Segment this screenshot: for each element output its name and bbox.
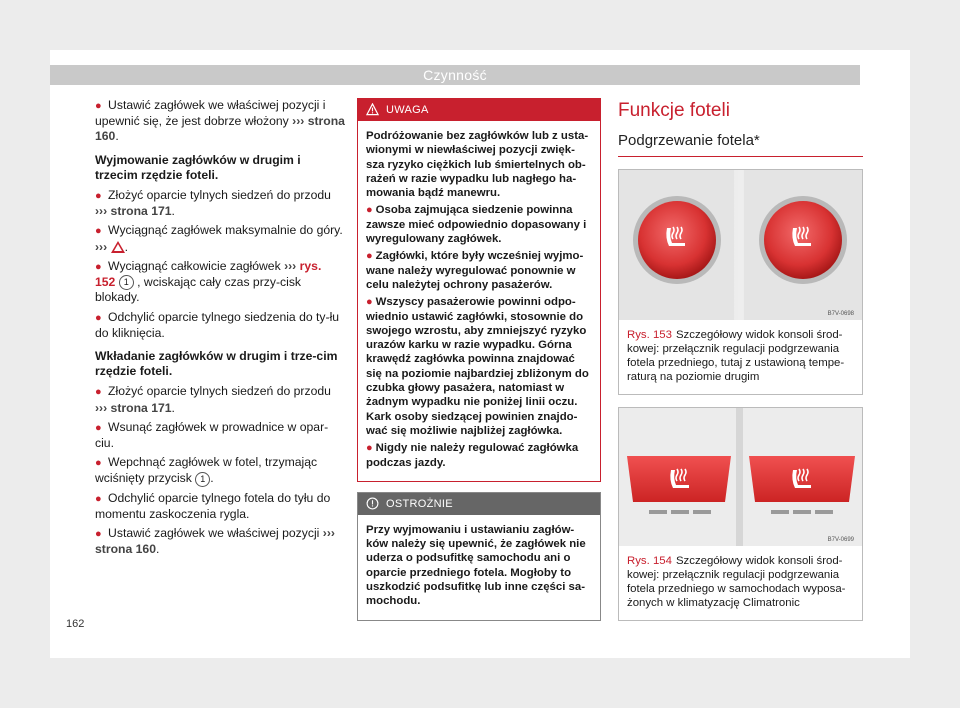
info-circle-icon (366, 497, 379, 510)
warning-triangle-icon (366, 103, 379, 116)
bullet-icon: ● (95, 190, 102, 203)
bullet-icon: ● (95, 492, 102, 505)
figure-code: B7V-0698 (827, 311, 854, 317)
warning-body: Podróżowanie bez zagłówków lub z usta-wionymi w niewłaściwej pozycji zwięk-sza ryzyko ciężkich lub śmiertelnych ob-rażeń w razie wypadku lub nagłego ha-mowania bądź manewru. ● Osoba zajmująca siedzenie powinna zawsze mieć odpowiednio dopasowany i wyregulowany zagłówek. ● Zagłówki, które były wcześniej wyjmo-wane należy wyregulować ponownie w celu należytej ochrony pasażerów. ● Wszyscy pasażerowie powinni odpo-wiednio ustawić zagłówki, stosownie do swojego wzrostu, aby zmniejszyć ryzyko urazów karku w razie wypadku. Górna krawędź zagłówka powinna znajdować się na poziomie najbardziej zbliżonym do czubka głowy pasażera, natomiast w żadnym wypadku nie poniżej linii oczu. Kark osoby siedzącej powinien znajdo-wać się możliwie najbliżej zagłówka. ● Nigdy nie należy regulować zagłówka podczas jazdy. (366, 130, 589, 469)
knob-illustration (619, 170, 862, 320)
step-item: ● Wyciągnąć zagłówek maksymalnie do góry. ››› . (95, 223, 343, 254)
bullet-icon: ● (95, 260, 102, 273)
figure-caption: Rys. 154 Szczegółowy widok konsoli środ-kowej: przełącznik regulacji podgrzewania fotela przedniego w samochodach wyposa-żonych w klimatyzację Climatronic (627, 555, 846, 609)
caution-box (357, 492, 601, 621)
figure-caption: Rys. 153 Szczegółowy widok konsoli środ-kowej: przełącznik regulacji podgrzewania fotela przedniego, tutaj z ustawioną tempe-raturą na poziomie drugim (627, 329, 845, 383)
warning-header: UWAGA (358, 99, 600, 121)
page-ref-link[interactable]: ››› strona 171 (95, 204, 172, 219)
step-item: ● Złożyć oparcie tylnych siedzeń do przodu ››› strona 171. (95, 384, 331, 415)
page-ref-link[interactable]: ››› strona 160 (95, 114, 345, 144)
bullet-icon: ● (95, 100, 102, 112)
button-illustration (619, 408, 862, 546)
heading-inserting: Wkładanie zagłówków w drugim i trze-cim rzędzie foteli. (95, 348, 338, 379)
bullet-icon: ● (366, 250, 373, 263)
bullet-icon: ● (95, 457, 102, 470)
warning-triangle-icon (111, 241, 125, 253)
step-item: ● Odchylić oparcie tylnego fotela do tyłu do momentu zaskoczenia rygla. (95, 490, 331, 521)
page-ref-link[interactable]: ››› strona 160 (95, 526, 335, 557)
figure-code: B7V-0699 (827, 537, 854, 543)
bullet-icon: ● (366, 204, 373, 217)
page-header: Czynność (50, 65, 860, 85)
heading-removing: Wyjmowanie zagłówków w drugim i trzecim rzędzie foteli. (95, 152, 301, 182)
step-item: ● Ustawić zagłówek we właściwej pozycji ››› strona 160. (95, 526, 335, 557)
figure-image-buttons (619, 408, 862, 546)
item-number-badge: 1 (195, 472, 210, 487)
warning-ref-link[interactable]: ››› (95, 239, 108, 254)
bullet-icon: ● (366, 296, 373, 309)
caution-header: OSTROŻNIE (358, 493, 600, 515)
left-column (95, 98, 345, 561)
step-item: ● Wyciągnąć całkowicie zagłówek ››› rys. 152 1 , wciskając cały czas przy-cisk blokady. (95, 258, 322, 305)
paragraph-adjust: ● Ustawić zagłówek we właściwej pozycji i upewnić się, że jest dobrze włożony ››› strona 160. (95, 98, 345, 144)
step-item: ● Złożyć oparcie tylnych siedzeń do przodu ››› strona 171. (95, 188, 331, 219)
figure-number: Rys. 154 (627, 555, 672, 567)
figure-image-knobs (619, 170, 862, 320)
subsection-title: Podgrzewanie fotela* (618, 132, 863, 157)
bullet-icon: ● (95, 386, 102, 399)
bullet-icon: ● (95, 225, 102, 238)
figure-number: Rys. 153 (627, 329, 672, 341)
figure-153 (618, 169, 863, 395)
middle-column (357, 98, 601, 631)
item-number-badge: 1 (119, 275, 134, 290)
bullet-icon: ● (95, 421, 102, 434)
figure-ref-arrows: ››› (284, 258, 297, 273)
bullet-icon: ● (95, 311, 102, 324)
caution-body: Przy wyjmowaniu i ustawianiu zagłów-ków należy się upewnić, że zagłówek nie uderza o podsufitkę samochodu ani o oparcie przedniego fotela. Mogłoby to uszkodzić podsufitkę lub inne części sa-mochodu. (366, 523, 586, 608)
bullet-icon: ● (95, 528, 102, 541)
right-column (618, 98, 863, 621)
page-ref-link[interactable]: ››› strona 171 (95, 400, 172, 415)
bullet-icon: ● (366, 442, 373, 455)
section-title: Funkcje foteli (618, 100, 730, 121)
figure-154 (618, 407, 863, 621)
page-number: 162 (66, 618, 85, 630)
step-item: ● Odchylić oparcie tylnego siedzenia do ty-łu do kliknięcia. (95, 309, 340, 340)
step-item: ● Wsunąć zagłówek w prowadnice w opar-ciu. (95, 419, 329, 450)
figure-ref-link[interactable]: rys. 152 (95, 258, 322, 290)
step-item: ● Wepchnąć zagłówek w fotel, trzymając wciśnięty przycisk 1 . (95, 455, 318, 486)
warning-box (357, 98, 601, 482)
